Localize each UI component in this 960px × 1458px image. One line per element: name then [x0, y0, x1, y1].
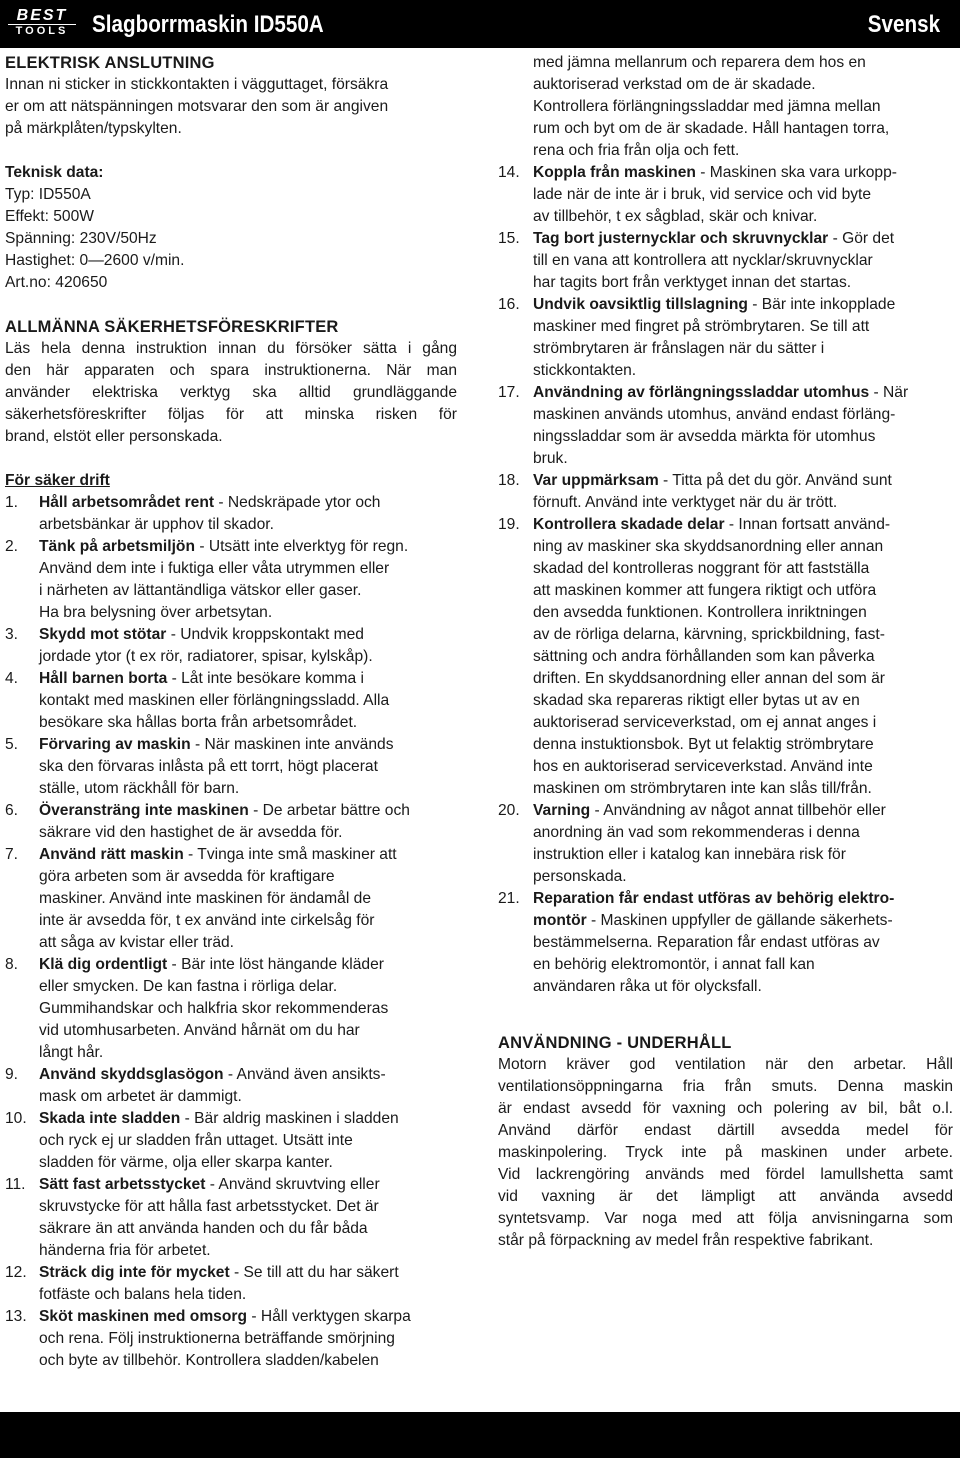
rule-text-line: säkrare än att använda handen och du får båda	[39, 1220, 368, 1237]
rule-text-line: Ha bra belysning över arbetsytan.	[39, 604, 273, 621]
rule-number: 15.	[498, 230, 520, 247]
rule-title: Överansträng inte maskinen	[39, 802, 249, 819]
rule-text-line: stickkontakten.	[533, 362, 637, 379]
rule-title: Förvaring av maskin	[39, 736, 191, 753]
usage-maintenance-heading: ANVÄNDNING - UNDERHÅLL	[498, 1034, 732, 1052]
rule-text: - Använd skruvtving eller	[205, 1176, 380, 1193]
technical-data-heading: Teknisk data:	[5, 164, 104, 181]
rule-text: - Innan fortsatt använd-	[724, 516, 891, 533]
rule-number: 21.	[498, 890, 520, 907]
spec-article-number: Art.no: 420650	[5, 274, 108, 291]
rule-first-line	[39, 800, 457, 822]
logo-word-tools: TOOLS	[15, 25, 69, 37]
safety-rule-item	[5, 1174, 457, 1262]
text-line: Läs hela denna instruktion innan du försöker sätta i gång	[5, 340, 457, 357]
text-line: säkerhetsföreskrifter följas för att minska risken för	[5, 406, 457, 423]
rule-number: 7.	[5, 846, 19, 863]
rule-text-line: förnuft. Använd inte verktyget när du är trött.	[533, 494, 838, 511]
rule-number: 1.	[5, 494, 19, 511]
rule-text-line: skruvstycke för att hålla fast arbetsstycket. Det är	[39, 1198, 379, 1215]
rule-title: Använd rätt maskin	[39, 846, 184, 863]
technical-data-list	[5, 184, 457, 294]
safety-rule-item	[498, 228, 953, 294]
rule-text-line: och ryck ej ur sladden från uttaget. Utsätt inte	[39, 1132, 353, 1149]
rule-title: Sätt fast arbetsstycket	[39, 1176, 206, 1193]
safety-rule-item	[498, 888, 953, 998]
rule-first-line	[533, 514, 953, 536]
rule-title: Skydd mot stötar	[39, 626, 167, 643]
rule-text: - Använd även ansikts-	[223, 1066, 386, 1083]
rule-text-line: driften. En skyddsanordning eller annan del som är	[533, 670, 885, 687]
text-line: brand, elstöt eller personskada.	[5, 428, 223, 445]
safety-rule-item	[5, 844, 457, 954]
text-line: Kontrollera förlängningssladdar med jämna mellan	[533, 98, 881, 115]
rule-text: - Nedskräpade ytor och	[214, 494, 381, 511]
logo-word-best: BEST	[16, 7, 68, 24]
rule-text-line: jordade ytor (t ex rör, radiatorer, spisar, kylskåp).	[39, 648, 373, 665]
rule-title: Sträck dig inte för mycket	[39, 1264, 230, 1281]
text-line: den här apparaten och spara instruktionerna. När man	[5, 362, 457, 379]
rule-text-line: användaren råka ut för olycksfall.	[533, 978, 762, 995]
safety-rule-list-continued	[498, 162, 953, 998]
safe-operation-heading: För säker drift	[5, 472, 110, 489]
rule-text-line	[533, 910, 953, 932]
text-line: Vid lackrengöring används med fördel lamullshetta samt	[498, 1166, 953, 1183]
rule-text-line: strömbrytaren är frånslagen när du sätter i	[533, 340, 825, 357]
text-line: använder elektriska verktyg ska alltid grundläggande	[5, 384, 457, 401]
rule-text: - När maskinen inte används	[190, 736, 394, 753]
rule-text: - Låt inte besökare komma i	[167, 670, 364, 687]
rule-text-line: denna instuktionsbok. Byt ut felaktig strömbrytare	[533, 736, 874, 753]
rule-title: Undvik oavsiktlig tillslagning	[533, 296, 748, 313]
rule-text-line: fotfäste och balans hela tiden.	[39, 1286, 247, 1303]
rule-number: 4.	[5, 670, 19, 687]
rule-first-line	[39, 1064, 457, 1086]
text-line: Motorn kräver god ventilation när den arbetar. Håll	[498, 1056, 953, 1073]
rule-text: - Gör det	[828, 230, 895, 247]
rule-first-line	[39, 492, 457, 514]
rule-first-line	[39, 1306, 457, 1328]
rule-text: - Maskinen uppfyller de gällande säkerhets-	[586, 912, 893, 929]
rule-text-line: av tillbehör, t ex sågblad, skär och knivar.	[533, 208, 818, 225]
rule-text-line: Gummihandskar och halkfria skor rekommenderas	[39, 1000, 389, 1017]
rule-title: Var uppmärksam	[533, 472, 659, 489]
rule-text-line: och byte av tillbehör. Kontrollera sladden/kabelen	[39, 1352, 379, 1369]
rule-text: - Bär inte inkopplade	[747, 296, 896, 313]
safety-rule-item	[5, 536, 457, 624]
text-line: är endast avsedd för vaxning och polering av bil, båt o.l.	[498, 1100, 953, 1117]
rule-title: Tag bort justernycklar och skruvnycklar	[533, 230, 829, 247]
rule-text: - Titta på det du gör. Använd sunt	[658, 472, 892, 489]
rule-text: - Utsätt inte elverktyg för regn.	[194, 538, 409, 555]
safety-rule-item	[5, 1262, 457, 1306]
rule-text-line: ning av maskiner ska skyddsanordning eller annan	[533, 538, 884, 555]
rule-number: 3.	[5, 626, 19, 643]
rule-text-line: maskinen om strömbrytaren inte kan slås till/från.	[533, 780, 872, 797]
spec-speed: Hastighet: 0—2600 v/min.	[5, 252, 185, 269]
rule-first-line	[533, 470, 953, 492]
rule-text: - De arbetar bättre och	[248, 802, 410, 819]
safety-heading: ALLMÄNNA SÄKERHETSFÖRESKRIFTER	[5, 318, 339, 336]
rule-title: Skada inte sladden	[39, 1110, 181, 1127]
rule-text-line: eller smycken. De kan fastna i rörliga delar.	[39, 978, 338, 995]
rule-text-line: arbetsbänkar är upphov til skador.	[39, 516, 274, 533]
rule-number: 8.	[5, 956, 19, 973]
rule-text-line: ska den förvaras inlåsta på ett torrt, högt placerat	[39, 758, 378, 775]
rule-first-line	[533, 294, 953, 316]
rule-number: 11.	[5, 1176, 26, 1193]
rule-number: 17.	[498, 384, 520, 401]
text-line: maskinpolering. Tryck inte på maskinen under arbete.	[498, 1144, 953, 1161]
text-line: rum och byt om de är skadade. Håll hantagen torra,	[533, 120, 890, 137]
text-line: syntetsvamp. Var noga med att följa anvisningarna som	[498, 1210, 953, 1227]
safety-rule-item	[498, 162, 953, 228]
rule-text-line: hos en auktoriserad serviceverkstad. Använd inte	[533, 758, 873, 775]
rule-first-line	[39, 954, 457, 976]
rule-text-line: göra arbeten som är avsedda för kraftigare	[39, 868, 335, 885]
safety-rule-item	[498, 294, 953, 382]
electrical-connection-text	[5, 74, 457, 140]
rule-text-line: maskinen används utomhus, använd endast förläng-	[533, 406, 896, 423]
rule-text-line: och rena. Följ instruktionerna beträffande smörjning	[39, 1330, 395, 1347]
safety-rule-item	[498, 514, 953, 800]
text-line: vid vaxning är det lämpligt att använda avsedd	[498, 1188, 953, 1205]
rule-number: 13.	[5, 1308, 27, 1325]
rule-number: 14.	[498, 164, 520, 181]
rule-text-line: personskada.	[533, 868, 627, 885]
rule-text-line: besökare ska hållas borta från arbetsområdet.	[39, 714, 358, 731]
rule-text-line: ställe, utom räckhåll för barn.	[39, 780, 240, 797]
safety-rule-item	[498, 800, 953, 888]
text-line: ventilationsöppningarna fria från smuts. Denna maskin	[498, 1078, 953, 1095]
left-column	[5, 52, 457, 1372]
rule-number: 9.	[5, 1066, 19, 1083]
safety-rule-list	[5, 492, 457, 1372]
rule-text: - Tvinga inte små maskiner att	[183, 846, 397, 863]
rule-title: Tänk på arbetsmiljön	[39, 538, 195, 555]
rule-text-line: den avsedda funktionen. Kontrollera inriktningen	[533, 604, 867, 621]
rule-text-line: sladden för värme, olja eller skarpa kanter.	[39, 1154, 333, 1171]
rule-text-line: maskiner med fingret på strömbrytaren. Se till att	[533, 318, 870, 335]
rule-first-line	[39, 1174, 457, 1196]
electrical-connection-heading: ELEKTRISK ANSLUTNING	[5, 54, 215, 72]
rule-text-line: att såga av kvistar eller träd.	[39, 934, 235, 951]
rule-text-line: händerna fria för arbetet.	[39, 1242, 211, 1259]
safety-rule-item	[5, 1306, 457, 1372]
text-line: på märkplåten/typskylten.	[5, 120, 182, 137]
rule-first-line	[533, 800, 953, 822]
rule-first-line	[39, 844, 457, 866]
rule-text-line: av de rörliga delarna, kärvning, sprickbildning, fast-	[533, 626, 885, 643]
rule-text: - Bär inte löst hängande kläder	[167, 956, 384, 973]
rule-first-line	[533, 382, 953, 404]
rule-title: Användning av förlängningssladdar utomhus	[533, 384, 870, 401]
rule-title: Sköt maskinen med omsorg	[39, 1308, 247, 1325]
best-tools-logo	[6, 7, 78, 41]
rule-number: 6.	[5, 802, 19, 819]
rule-title: Kontrollera skadade delar	[533, 516, 725, 533]
rule-13-continuation	[498, 52, 953, 162]
rule-text-line: maskiner. Använd inte maskinen för ändamål de	[39, 890, 371, 907]
rule-title: Använd skyddsglasögon	[39, 1066, 224, 1083]
safety-rule-item	[5, 1108, 457, 1174]
text-line: er om att nätspänningen motsvarar den som är angiven	[5, 98, 389, 115]
rule-text-line: har tagits bort från verktyget innan det startas.	[533, 274, 852, 291]
usage-maintenance-text	[498, 1054, 953, 1252]
rule-text-line: skadad del kontrolleras noggrant för att fastställa	[533, 560, 870, 577]
safety-rule-item	[5, 734, 457, 800]
rule-number: 5.	[5, 736, 19, 753]
rule-text-line: skadad ska repareras riktigt eller bytas ut av en	[533, 692, 860, 709]
rule-title: Reparation får endast utföras av behörig elektro-	[533, 890, 895, 907]
rule-title: Håll barnen borta	[39, 670, 168, 687]
page-footer-bar	[0, 1412, 960, 1458]
rule-title: Håll arbetsområdet rent	[39, 494, 215, 511]
rule-text: - Se till att du har säkert	[229, 1264, 399, 1281]
rule-text-line: bruk.	[533, 450, 568, 467]
safety-rule-item	[5, 954, 457, 1064]
safety-rule-item	[5, 492, 457, 536]
rule-text-line: till en vana att kontrollera att nycklar/skruvnycklar	[533, 252, 873, 269]
safety-rule-item	[5, 1064, 457, 1108]
rule-text: - När	[869, 384, 909, 401]
rule-first-line	[533, 162, 953, 184]
rule-text: - Användning av något annat tillbehör eller	[590, 802, 886, 819]
rule-first-line	[39, 536, 457, 558]
document-title: Slagborrmaskin ID550A	[92, 11, 324, 38]
rule-text-line: vid utomhusarbeten. Använd hårnät om du har	[39, 1022, 360, 1039]
rule-text: - Maskinen ska vara urkopp-	[695, 164, 897, 181]
safety-intro-text	[5, 338, 457, 448]
rule-text-line: ningssladdar som är avsedda märkta för utomhus	[533, 428, 876, 445]
safety-rule-item	[498, 382, 953, 470]
rule-text-line: Använd dem inte i fuktiga eller våta utrymmen eller	[39, 560, 390, 577]
rule-text-line: en behörig elektromontör, i annat fall kan	[533, 956, 815, 973]
rule-text-line: kontakt med maskinen eller förlängningssladd. Alla	[39, 692, 390, 709]
rule-text-line: säkrare vid den hastighet de är avsedda för.	[39, 824, 343, 841]
spec-power: Effekt: 500W	[5, 208, 94, 225]
right-column	[498, 52, 953, 1252]
spec-voltage: Spänning: 230V/50Hz	[5, 230, 157, 247]
rule-first-line	[533, 888, 953, 910]
rule-number: 12.	[5, 1264, 27, 1281]
rule-text-line: långt hår.	[39, 1044, 104, 1061]
rule-text-line: i närheten av lättantändliga vätskor eller gaser.	[39, 582, 362, 599]
spec-type: Typ: ID550A	[5, 186, 91, 203]
rule-number: 18.	[498, 472, 520, 489]
text-line: rena och fria från olja och fett.	[533, 142, 740, 159]
rule-text: - Bär aldrig maskinen i sladden	[180, 1110, 399, 1127]
rule-text-line: sättning och andra förhållanden som kan påverka	[533, 648, 875, 665]
rule-text-line: anordning än vad som rekommenderas i denna	[533, 824, 860, 841]
text-line: auktoriserad verkstad om de är skadade.	[533, 76, 816, 93]
rule-title: Klä dig ordentligt	[39, 956, 168, 973]
rule-text-line: bestämmelserna. Reparation får endast utföras av	[533, 934, 880, 951]
text-line: med jämna mellanrum och reparera dem hos en	[533, 54, 866, 71]
rule-title-continued: montör	[533, 912, 587, 929]
rule-first-line	[39, 1108, 457, 1130]
rule-number: 16.	[498, 296, 520, 313]
rule-number: 2.	[5, 538, 19, 555]
rule-first-line	[39, 624, 457, 646]
rule-text-line: instruktion eller i katalog kan innebära risk för	[533, 846, 846, 863]
rule-text-line: auktoriserad serviceverkstad, om ej annat anges i	[533, 714, 877, 731]
rule-number: 20.	[498, 802, 520, 819]
rule-text-line: inte är avsedda för, t ex använd inte cirkelsåg för	[39, 912, 375, 929]
text-line: står på förpackning av medel från respektive fabrikant.	[498, 1232, 874, 1249]
rule-first-line	[39, 1262, 457, 1284]
rule-first-line	[39, 668, 457, 690]
rule-title: Koppla från maskinen	[533, 164, 696, 181]
safety-rule-item	[5, 668, 457, 734]
language-label: Svensk	[867, 11, 940, 38]
text-line: Innan ni sticker in stickkontakten i vägguttaget, försäkra	[5, 76, 389, 93]
rule-text-line: mask om arbetet är dammigt.	[39, 1088, 242, 1105]
rule-number: 19.	[498, 516, 520, 533]
text-line: Använd därför endast därtill avsedda medel för	[498, 1122, 953, 1139]
rule-title: Varning	[533, 802, 591, 819]
rule-text: - Undvik kroppskontakt med	[166, 626, 364, 643]
rule-number: 10.	[5, 1110, 27, 1127]
safety-rule-item	[5, 624, 457, 668]
safety-rule-item	[498, 470, 953, 514]
rule-text-line: lade när de inte är i bruk, vid service och vid byte	[533, 186, 872, 203]
safety-rule-item	[5, 800, 457, 844]
rule-first-line	[533, 228, 953, 250]
rule-first-line	[39, 734, 457, 756]
page-header	[0, 0, 960, 48]
rule-text: - Håll verktygen skarpa	[246, 1308, 411, 1325]
rule-text-line: att maskinen kommer att fungera riktigt och utföra	[533, 582, 877, 599]
